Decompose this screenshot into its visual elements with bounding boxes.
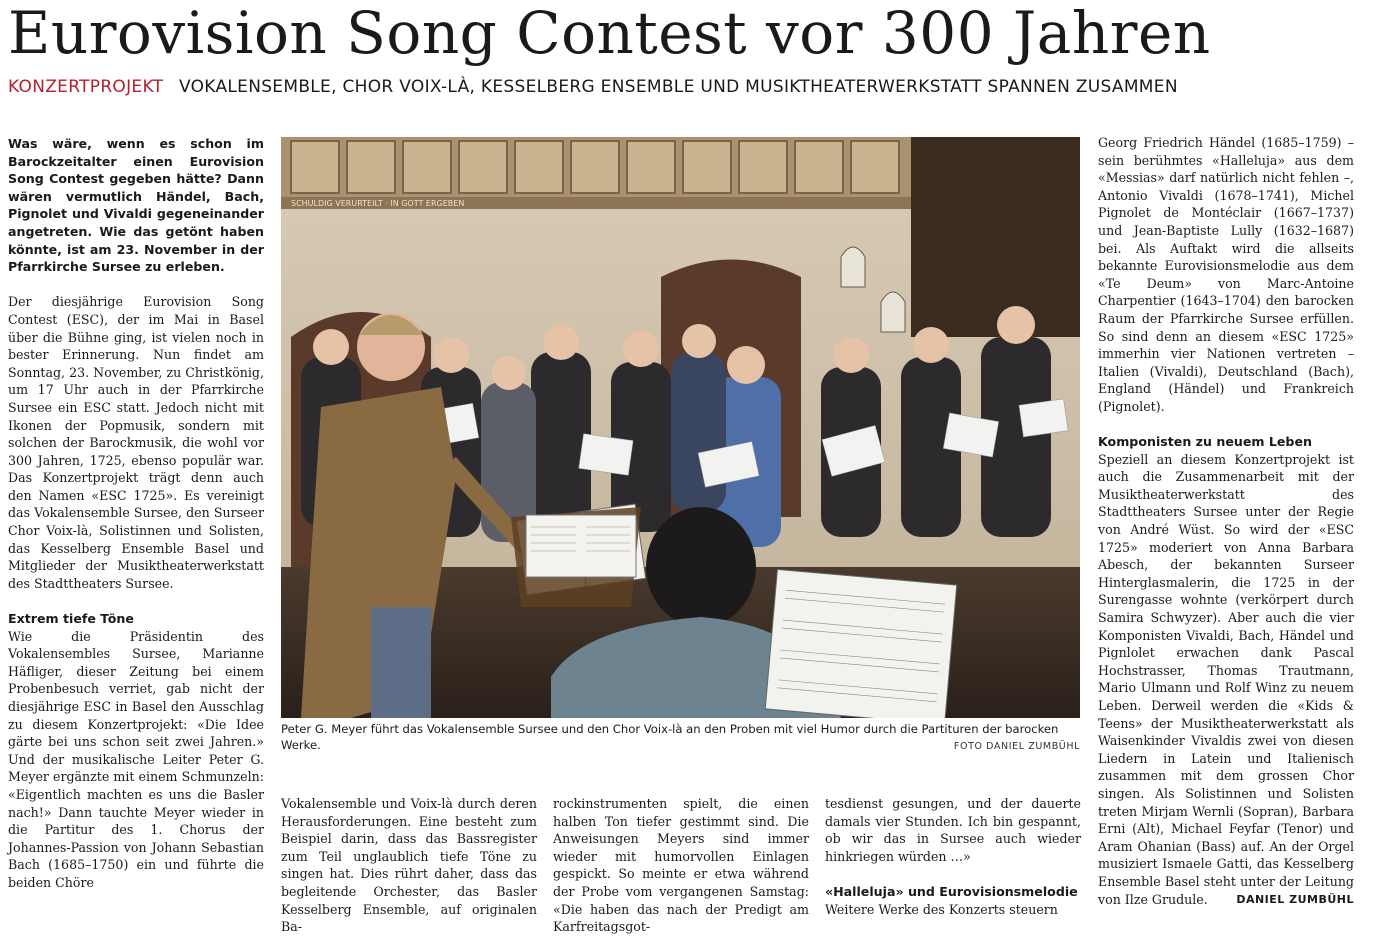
body-paragraph: tesdienst gesungen, und der dauerte damals vier Stunden. Ich bin gespannt, ob wir das in Sursee auch wieder hinkriegen würden …» [825,796,1081,864]
body-paragraph: Weitere Werke des Konzerts steuern [825,901,1058,917]
column-4 [825,795,1081,918]
body-paragraph: rockinstrumenten spielt, die einen halben Ton tiefer gestimmt sind. Die Anweisungen Meyers sind immer wieder mit humorvollen Einlagen gespickt. So meinte er etwa während der Probe vom vergangenen Samstag: «Die haben das nach der Predigt am Karfreitagsgot- [553,796,809,935]
column-2 [281,795,537,936]
column-1 [8,135,264,892]
wall-inscription: SCHULDIG VERURTEILT · IN GOTT ERGEBEN [291,199,465,208]
subline [8,76,1368,98]
body-paragraph: Vokalensemble und Voix-là durch deren Herausforderungen. Eine besteht zum Beispiel darin, dass das Bassregister zum Teil unglaublich tiefe Töne zu singen hat. Dies rührt daher, dass das begleitende Orchester, das Basler Kesselberg Ensemble, auf originalen Ba- [281,796,537,935]
choir-rehearsal-illustration [281,137,1080,718]
body-text: Speziell an diesem Konzertprojekt ist auch die Zusammenarbeit mit der Musiktheaterwerkstatt des Stadttheaters Sursee unter der Regie von André Wüst. So wird der «ESC 1725» moderiert von Anna Barbara Abesch, der bekannten Surseer Hinterglasmalerin, die 1725 in der Surengasse wohnte (verkörpert durch Samira Schwyzer). Aber auch die vier Komponisten Vivaldi, Bach, Händel und Pignlolet erwachen dank Pascal Hochstrasser, Thomas Trautmann, Mario Ulmann und Rolf Winz zu neuem Leben. Derweil werden die «Kids & Teens» der Musiktheaterwerkstatt als Waisenkinder Vivaldis zwei von diesen Liedern in Latein und Italienisch zusammen mit dem grossen Chor singen. Als Solistinnen und Solisten treten Mirjam Wernli (Sopran), Barbara Erni (Alt), Michael Feyfar (Tenor) und Aram Ohanian (Bass) auf. An der Orgel musiziert Ismaele Gatti, das Kesselberg Ensemble Basel steht unter der Leitung von Ilze Grudule. [1098,451,1354,907]
headline: Eurovision Song Contest vor 300 Jahren [8,0,1211,67]
body-paragraph: Der diesjährige Eurovision Song Contest (ESC), der im Mai in Basel über die Bühne ging, ist vielen noch in bester Erinnerung. Nun findet am Sonntag, 23. November, zu Christkönig, um 17 Uhr auch in der Pfarrkirche Sursee ein ESC statt. Jedoch nicht mit Ikonen der Popmusik, sondern mit solchen der Barockmusik, die wohl vor 300 Jahren, 1725, ebenso populär war. Das Konzertprojekt trägt denn auch den Namen «ESC 1725». Es vereinigt das Vokalensemble Sursee, den Surseer Chor Voix-là, Solistinnen und Solisten, das Kesselberg Ensemble Basel und Mitglieder der Musiktheaterwerkstatt des Stadttheaters Sursee. [8,294,264,591]
subheading: Extrem tiefe Töne [8,611,134,627]
choir-photo [281,137,1080,718]
deck: VOKALENSEMBLE, CHOR VOIX-LÀ, KESSELBERG ENSEMBLE UND MUSIKTHEATERWERKSTATT SPANNEN ZUSAMMEN [179,77,1178,97]
body-paragraph [1098,451,1354,908]
photo-caption: Peter G. Meyer führt das Vokalensemble Sursee und den Chor Voix-là an den Proben mit viel Humor durch die Partituren der barocken Werke. [281,722,1059,752]
body-paragraph: Georg Friedrich Händel (1685–1759) – sein berühmtes «Halleluja» aus dem «Messias» darf natürlich nicht fehlen –, Antonio Vivaldi (1678–1741), Michel Pignolet de Montéclair (1667–1737) und Jean-Baptiste Lully (1632–1687) bei. Als Auftakt wird die allseits bekannte Eurovisionsmelodie aus dem «Te Deum» von Marc-Antoine Charpentier (1643–1704) den barocken Raum der Pfarrkirche Sursee erfüllen. So sind denn an diesem «ESC 1725» immerhin vier Nationen vertreten – Italien (Vivaldi), Deutschland (Bach), England (Händel) und Frankreich (Pignolet). [1098,135,1354,414]
lead-paragraph: Was wäre, wenn es schon im Barockzeitalter einen Eurovision Song Contest gegeben hätte? Dann wären vermutlich Händel, Bach, Pignolet und Vivaldi gegeneinander angetreten. Wie das getönt haben könnte, ist am 23. November in der Pfarrkirche Sursee zu erleben. [8,136,264,275]
author-byline: DANIEL ZUMBÜHL [1236,892,1354,906]
subheading: «Halleluja» und Eurovisionsmelodie [825,883,1078,899]
subheading: Komponisten zu neuem Leben [1098,434,1312,450]
column-5 [1098,134,1354,908]
kicker: KONZERTPROJEKT [8,77,164,97]
photo-credit: FOTO DANIEL ZUMBÜHL [953,741,1080,752]
column-3 [553,795,809,936]
body-paragraph: Wie die Präsidentin des Vokalensembles Sursee, Marianne Häfliger, dieser Zeitung bei einem Probenbesuch verriet, gab nicht der diesjährige ESC in Basel den Ausschlag zu diesem Konzertprojekt: «Die Idee gärte bei uns schon seit zwei Jahren.» Und der musikalische Leiter Peter G. Meyer ergänzte mit einem Schmunzeln: «Eigentlich machten es uns die Basler nach!» Dann tauchte Meyer wieder in die Partitur des 1. Chorus der Johannes-Passion von Johann Sebastian Bach (1685–1750) ein und führte die beiden Chöre [8,628,264,890]
